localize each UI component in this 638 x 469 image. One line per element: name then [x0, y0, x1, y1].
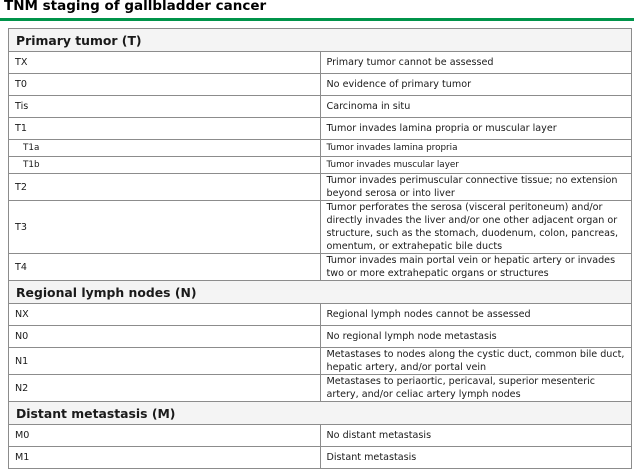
- table-row-t1a: [9, 140, 632, 157]
- stage-description: No regional lymph node metastasis: [320, 326, 632, 348]
- stage-code: M1: [9, 447, 321, 469]
- stage-description: Metastases to nodes along the cystic duct, common bile duct, hepatic artery, and/or portal vein: [320, 348, 632, 375]
- stage-code: N1: [9, 348, 321, 375]
- table-row-t3: [9, 201, 632, 254]
- section-header-distant-metastasis: [9, 402, 632, 425]
- stage-code: Tis: [9, 96, 321, 118]
- tnm-staging-table: [8, 28, 632, 469]
- table-row-t4: [9, 254, 632, 281]
- stage-description: Tumor invades lamina propria: [320, 140, 632, 157]
- stage-description: Primary tumor cannot be assessed: [320, 52, 632, 74]
- title-divider: [0, 18, 634, 21]
- table-row-t1: [9, 118, 632, 140]
- stage-description: No evidence of primary tumor: [320, 74, 632, 96]
- stage-code: N0: [9, 326, 321, 348]
- table-row-n0: [9, 326, 632, 348]
- stage-description: Tumor invades lamina propria or muscular layer: [320, 118, 632, 140]
- section-heading: Regional lymph nodes (N): [9, 281, 632, 304]
- stage-code: T3: [9, 201, 321, 254]
- stage-code: T4: [9, 254, 321, 281]
- table-row-t1b: [9, 157, 632, 174]
- stage-description: Tumor invades muscular layer: [320, 157, 632, 174]
- table-row-t2: [9, 174, 632, 201]
- stage-description: Regional lymph nodes cannot be assessed: [320, 304, 632, 326]
- table-row-m0: [9, 425, 632, 447]
- table-row-n1: [9, 348, 632, 375]
- stage-description: Carcinoma in situ: [320, 96, 632, 118]
- stage-code: T1: [9, 118, 321, 140]
- stage-code: T2: [9, 174, 321, 201]
- stage-code: T0: [9, 74, 321, 96]
- stage-code: T1b: [9, 157, 321, 174]
- page-title: TNM staging of gallbladder cancer: [4, 0, 267, 14]
- table-row-t0: [9, 74, 632, 96]
- stage-code: N2: [9, 375, 321, 402]
- table-row-n2: [9, 375, 632, 402]
- stage-description: No distant metastasis: [320, 425, 632, 447]
- section-heading: Distant metastasis (M): [9, 402, 632, 425]
- table-row-m1: [9, 447, 632, 469]
- table-row-tx: [9, 52, 632, 74]
- table-row-nx: [9, 304, 632, 326]
- stage-code: NX: [9, 304, 321, 326]
- stage-code: M0: [9, 425, 321, 447]
- section-header-primary-tumor: [9, 29, 632, 52]
- stage-description: Metastases to periaortic, pericaval, superior mesenteric artery, and/or celiac artery lymph nodes: [320, 375, 632, 402]
- stage-description: Tumor invades perimuscular connective tissue; no extension beyond serosa or into liver: [320, 174, 632, 201]
- stage-code: TX: [9, 52, 321, 74]
- table-row-tis: [9, 96, 632, 118]
- section-header-regional-lymph-nodes: [9, 281, 632, 304]
- stage-description: Tumor perforates the serosa (visceral peritoneum) and/or directly invades the liver and/or one other adjacent organ or structure, such as the stomach, duodenum, colon, pancreas, omentum, or extrahepatic bile ducts: [320, 201, 632, 254]
- stage-code: T1a: [9, 140, 321, 157]
- stage-description: Distant metastasis: [320, 447, 632, 469]
- section-heading: Primary tumor (T): [9, 29, 632, 52]
- stage-description: Tumor invades main portal vein or hepatic artery or invades two or more extrahepatic organs or structures: [320, 254, 632, 281]
